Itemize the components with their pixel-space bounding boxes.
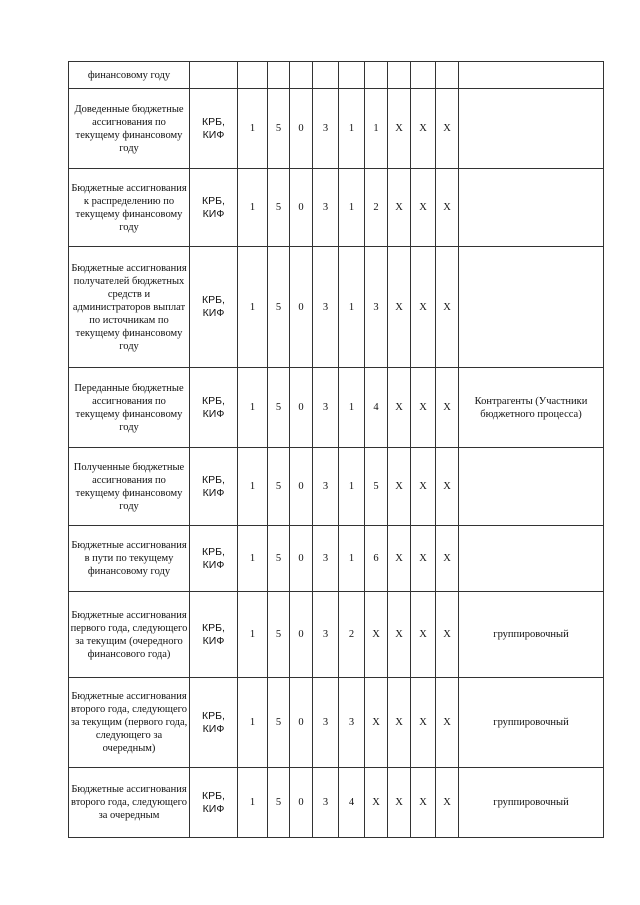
code-digit-cell — [268, 62, 290, 89]
account-name-cell: Бюджетные ассигнования в пути по текущему финансовому году — [69, 526, 190, 592]
code-digit-cell: 3 — [313, 247, 339, 368]
code-digit-cell: 1 — [238, 89, 268, 169]
code-digit-cell — [436, 62, 459, 89]
account-name-cell: Полученные бюджетные ассигнования по текущему финансовому году — [69, 448, 190, 526]
code-digit-cell: 1 — [339, 169, 365, 247]
account-table — [68, 61, 604, 838]
code-digit-cell — [339, 62, 365, 89]
source-cell: КРБ, КИФ — [190, 169, 238, 247]
note-cell — [459, 526, 604, 592]
code-digit-cell: 3 — [313, 592, 339, 678]
account-name-cell: финансовому году — [69, 62, 190, 89]
code-digit-cell: 2 — [339, 592, 365, 678]
code-digit-cell: X — [436, 247, 459, 368]
code-digit-cell: X — [388, 247, 411, 368]
code-digit-cell — [313, 62, 339, 89]
account-name-cell: Бюджетные ассигнования второго года, следующего за текущим (первого года, следующего за очередным) — [69, 678, 190, 768]
code-digit-cell: X — [411, 592, 436, 678]
code-digit-cell: 1 — [238, 448, 268, 526]
source-cell: КРБ, КИФ — [190, 678, 238, 768]
source-cell: КРБ, КИФ — [190, 448, 238, 526]
table-row — [69, 169, 604, 247]
account-table-body — [69, 62, 604, 838]
code-digit-cell: 0 — [290, 368, 313, 448]
code-digit-cell: 1 — [238, 768, 268, 838]
code-digit-cell: 1 — [238, 678, 268, 768]
account-name-cell: Бюджетные ассигнования получателей бюджетных средств и администраторов выплат по источникам по текущему финансовому году — [69, 247, 190, 368]
code-digit-cell: 0 — [290, 592, 313, 678]
code-digit-cell: 5 — [268, 448, 290, 526]
source-cell: КРБ, КИФ — [190, 592, 238, 678]
source-cell: КРБ, КИФ — [190, 526, 238, 592]
code-digit-cell: 1 — [365, 89, 388, 169]
source-cell: КРБ, КИФ — [190, 247, 238, 368]
table-row — [69, 89, 604, 169]
code-digit-cell: 4 — [339, 768, 365, 838]
table-row — [69, 678, 604, 768]
code-digit-cell: X — [436, 368, 459, 448]
code-digit-cell: 1 — [339, 526, 365, 592]
code-digit-cell: X — [436, 448, 459, 526]
code-digit-cell: 0 — [290, 169, 313, 247]
code-digit-cell: X — [365, 592, 388, 678]
code-digit-cell: 3 — [313, 448, 339, 526]
table-row — [69, 448, 604, 526]
code-digit-cell: 1 — [339, 448, 365, 526]
note-cell: группировочный — [459, 592, 604, 678]
code-digit-cell: X — [388, 368, 411, 448]
table-row — [69, 526, 604, 592]
code-digit-cell — [388, 62, 411, 89]
code-digit-cell: 5 — [268, 768, 290, 838]
note-cell — [459, 247, 604, 368]
code-digit-cell: 0 — [290, 526, 313, 592]
code-digit-cell: X — [388, 678, 411, 768]
code-digit-cell: X — [411, 89, 436, 169]
code-digit-cell: 1 — [238, 247, 268, 368]
code-digit-cell: 1 — [238, 169, 268, 247]
code-digit-cell: 3 — [313, 89, 339, 169]
code-digit-cell: X — [411, 247, 436, 368]
code-digit-cell: 3 — [313, 678, 339, 768]
code-digit-cell — [290, 62, 313, 89]
code-digit-cell — [365, 62, 388, 89]
code-digit-cell: X — [388, 592, 411, 678]
table-row — [69, 768, 604, 838]
code-digit-cell: X — [436, 768, 459, 838]
code-digit-cell: X — [365, 678, 388, 768]
code-digit-cell: 1 — [339, 247, 365, 368]
code-digit-cell: 1 — [238, 592, 268, 678]
code-digit-cell: X — [411, 169, 436, 247]
code-digit-cell: 1 — [238, 368, 268, 448]
code-digit-cell: 0 — [290, 448, 313, 526]
code-digit-cell: 1 — [238, 526, 268, 592]
code-digit-cell: X — [436, 526, 459, 592]
code-digit-cell: 5 — [268, 89, 290, 169]
table-row — [69, 368, 604, 448]
code-digit-cell: X — [388, 448, 411, 526]
table-row — [69, 592, 604, 678]
code-digit-cell: X — [388, 526, 411, 592]
code-digit-cell: 0 — [290, 768, 313, 838]
code-digit-cell: 0 — [290, 89, 313, 169]
code-digit-cell: 3 — [365, 247, 388, 368]
code-digit-cell: 0 — [290, 678, 313, 768]
code-digit-cell: X — [436, 592, 459, 678]
account-name-cell: Бюджетные ассигнования первого года, следующего за текущим (очередного финансового года) — [69, 592, 190, 678]
code-digit-cell: 5 — [268, 592, 290, 678]
code-digit-cell: 3 — [339, 678, 365, 768]
code-digit-cell: X — [388, 169, 411, 247]
code-digit-cell: 5 — [268, 169, 290, 247]
code-digit-cell: X — [411, 368, 436, 448]
code-digit-cell: 5 — [268, 368, 290, 448]
note-cell: Контрагенты (Участники бюджетного процесса) — [459, 368, 604, 448]
note-cell — [459, 62, 604, 89]
code-digit-cell: X — [436, 89, 459, 169]
code-digit-cell — [238, 62, 268, 89]
table-row — [69, 247, 604, 368]
code-digit-cell: 3 — [313, 526, 339, 592]
code-digit-cell: X — [388, 89, 411, 169]
account-name-cell: Бюджетные ассигнования к распределению по текущему финансовому году — [69, 169, 190, 247]
table-row — [69, 62, 604, 89]
code-digit-cell: 5 — [268, 247, 290, 368]
code-digit-cell: 5 — [365, 448, 388, 526]
code-digit-cell: 5 — [268, 678, 290, 768]
source-cell — [190, 62, 238, 89]
code-digit-cell: 2 — [365, 169, 388, 247]
code-digit-cell: X — [365, 768, 388, 838]
source-cell: КРБ, КИФ — [190, 768, 238, 838]
code-digit-cell: 1 — [339, 368, 365, 448]
code-digit-cell: X — [411, 678, 436, 768]
note-cell: группировочный — [459, 768, 604, 838]
source-cell: КРБ, КИФ — [190, 89, 238, 169]
code-digit-cell: 3 — [313, 768, 339, 838]
code-digit-cell: 3 — [313, 368, 339, 448]
code-digit-cell: 4 — [365, 368, 388, 448]
account-name-cell: Переданные бюджетные ассигнования по текущему финансовому году — [69, 368, 190, 448]
code-digit-cell: X — [411, 526, 436, 592]
code-digit-cell: X — [411, 448, 436, 526]
account-name-cell: Бюджетные ассигнования второго года, следующего за очередным — [69, 768, 190, 838]
code-digit-cell: X — [436, 169, 459, 247]
account-name-cell: Доведенные бюджетные ассигнования по текущему финансовому году — [69, 89, 190, 169]
note-cell — [459, 448, 604, 526]
code-digit-cell: X — [388, 768, 411, 838]
code-digit-cell: 6 — [365, 526, 388, 592]
note-cell: группировочный — [459, 678, 604, 768]
note-cell — [459, 89, 604, 169]
code-digit-cell: X — [436, 678, 459, 768]
code-digit-cell: 5 — [268, 526, 290, 592]
code-digit-cell: 1 — [339, 89, 365, 169]
source-cell: КРБ, КИФ — [190, 368, 238, 448]
code-digit-cell: 3 — [313, 169, 339, 247]
code-digit-cell: X — [411, 768, 436, 838]
code-digit-cell — [411, 62, 436, 89]
note-cell — [459, 169, 604, 247]
code-digit-cell: 0 — [290, 247, 313, 368]
